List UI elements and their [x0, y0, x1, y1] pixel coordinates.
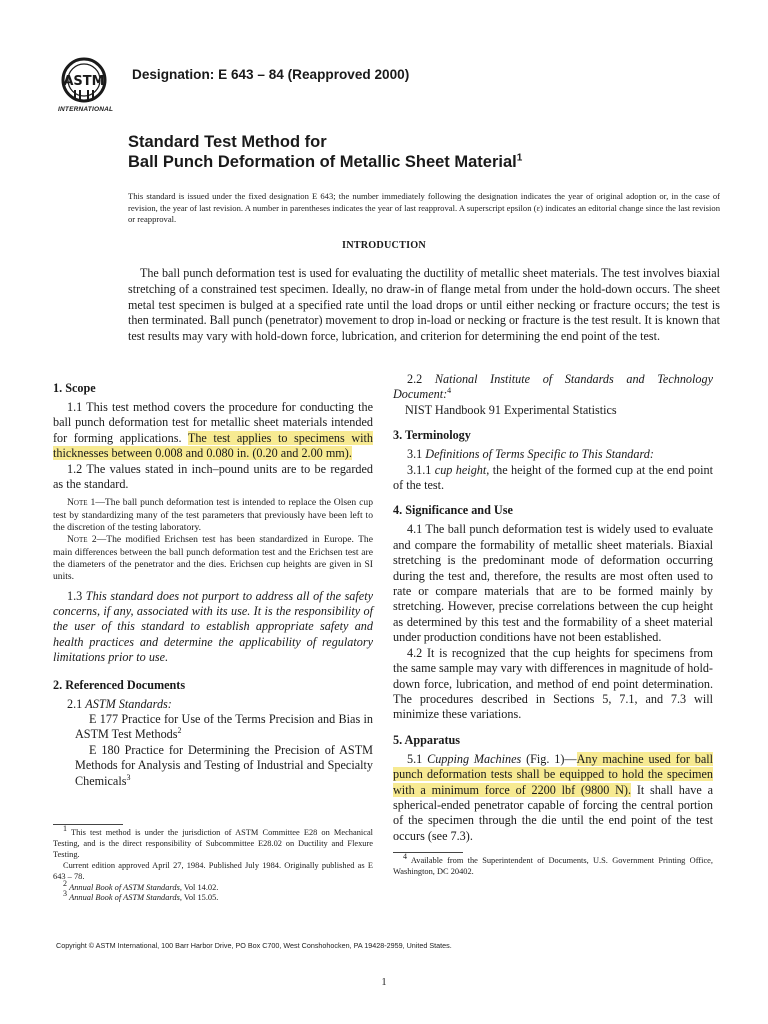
terminology-3-1: 3.1 Definitions of Terms Specific to This Standard: — [407, 447, 654, 462]
footnote-1: $^1$ This test method is under the jurisdiction of ASTM Committee E28 on Mechanical Testing, and is the direct responsibility of Subcommittee E28.02 on Ductility and Flexure Testing. — [53, 824, 373, 859]
title-footnote-mark: 1 — [516, 152, 523, 164]
terminology-3-1-1: 3.1.1 cup height, the height of the formed cup at the end point of the test. — [393, 462, 714, 493]
title-line-2 — [128, 152, 718, 173]
highlighted-text: Any machine used for ball punch deformation tests shall be equipped to hold the specimen with a minimum force of 2200 lbf (9800 N). — [393, 751, 713, 797]
apparatus-5-1: 5.1 Cupping Machines (Fig. 1)—Any machine used for ball punch deformation tests shall be equipped to hold the specimen with a minimum force of 2200 lbf (9800 N). It shall have a spherical-ended penetrator capable of forcing the central portion of the specimen through the die until the end point of the test occurs (see 7.3). — [393, 751, 713, 843]
issuance-note: This standard is issued under the fixed designation E 643; the number immediately following the designation indicates the year of original adoption or, in the case of revision, the year of last revision. A number in parentheses indicates the year of last reapproval. A superscript epsilon (ε) indicates an editorial change since the last revision or reapproval. — [128, 191, 720, 224]
copyright: Copyright © ASTM International, 100 Barr Harbor Drive, PO Box C700, West Conshohocken, PA 19428-2959, United States. — [56, 941, 452, 950]
ref-e180: E 180 Practice for Determining the Precision of ASTM Methods for Analysis and Testing of Industrial and Specialty Chemicals$^3$ — [75, 742, 373, 788]
scope-1-3: 1.3 This standard does not purport to address all of the safety concerns, if any, associated with its use. It is the responsibility of the user of this standard to establish appropriate safety and health practices and determine the applicability of regulatory limitations prior to use. — [53, 588, 373, 665]
page-number: 1 — [381, 977, 387, 988]
document-title — [128, 132, 718, 173]
section-apparatus-heading: 5. Apparatus — [393, 732, 461, 747]
left-column — [53, 372, 373, 789]
section-scope-heading: 1. Scope — [53, 381, 96, 395]
section-terminology-heading: 3. Terminology — [393, 428, 471, 443]
scope-1-1: 1.1 This test method covers the procedure for conducting the ball punch deformation test for metallic sheet materials intended for forming applications. The test applies to specimens with thicknesses between 0.008 and 0.080 in. (0.20 and 2.00 mm). — [53, 400, 374, 461]
footnotes-right — [393, 852, 713, 878]
section-refdocs-heading: 2. Referenced Documents — [53, 677, 186, 692]
title-line-1: Standard Test Method for — [128, 133, 327, 151]
ref-nist: NIST Handbook 91 Experimental Statistics — [405, 402, 617, 417]
title-text: Ball Punch Deformation of Metallic Sheet Material — [128, 153, 517, 171]
document-header — [56, 56, 716, 116]
right-column — [393, 372, 713, 844]
highlighted-text: The test applies to specimens with thicknesses between 0.008 and 0.080 in. (0.20 and 2.00 mm). — [53, 430, 374, 461]
logo-caption: INTERNATIONAL — [58, 106, 114, 113]
footnote-4: $^4$ Available from the Superintendent of Documents, U.S. Government Printing Office, Washington, DC 20402. — [393, 852, 713, 876]
svg-text:ASTM: ASTM — [63, 74, 105, 89]
ref-e177: E 177 Practice for Use of the Terms Precision and Bias in ASTM Test Methods$^2$ — [75, 711, 373, 742]
footnote-2: $^2$ Annual Book of ASTM Standards, Vol 14.02. — [63, 878, 219, 892]
introduction-heading: INTRODUCTION — [342, 240, 426, 251]
refdocs-2-1: 2.1 ASTM Standards: — [67, 696, 172, 711]
significance-4-2: 4.2 It is recognized that the cup heights for specimens from the same sample may vary with differences in magnitude of hold-down force, lubrication, and method of end point determination. The procedures described in Sections 5, 7.1, and 7.3 will minimize these variations. — [393, 645, 713, 722]
scope-1-2: 1.2 The values stated in inch–pound units are to be regarded as the standard. — [53, 461, 373, 492]
footnotes-left — [53, 824, 373, 904]
introduction-text: The ball punch deformation test is used for evaluating the ductility of metallic sheet materials. The test involves biaxial stretching of a constrained test specimen. Ideally, no draw-in of flange metal from under the hold-down occurs. The sheet metal test specimen is bulged at a specified rate until the load drops or until either necking or fracture occurs; the test is then terminated. Ball punch (penetrator) movement to drop in-load or necking or fracture is the test result. It is known that test results may vary with hold-down force, lubrication, and criterion for determining the end point of the test. — [128, 266, 720, 344]
refdocs-2-2: 2.2 National Institute of Standards and Technology Document:$^4$ — [393, 372, 714, 402]
footnote-1b: Current edition approved April 27, 1984. Published July 1984. Originally published as E 643 – 78. — [53, 860, 373, 881]
note-1: Note 1—The ball punch deformation test is intended to replace the Olsen cup test by standardizing many of the test parameters that previously have been left to the discretion of the testing laboratory. — [53, 497, 373, 534]
note-2: Note 2—The modified Erichsen test has been standardized in Europe. The main differences between the ball punch deformation test and the Erichsen test are the diameters of the penetrator and the dies. Erichsen cup heights are given in SI units. — [53, 534, 373, 583]
footnote-3: $^3$ Annual Book of ASTM Standards, Vol 15.05. — [63, 889, 219, 903]
section-significance-heading: 4. Significance and Use — [393, 503, 513, 518]
designation: Designation: E 643 – 84 (Reapproved 2000) — [132, 67, 410, 82]
significance-4-1: 4.1 The ball punch deformation test is widely used to evaluate and compare the formability of metallic sheet materials. Biaxial stretching is the predominant mode of deformation occurring during the test and, therefore, the results are most often used to rate or compare materials that are to be formed mainly by stretching. However, precise correlations between the cup height as determined by this test and the formability of a sheet material under production conditions have not been established. — [393, 522, 713, 645]
